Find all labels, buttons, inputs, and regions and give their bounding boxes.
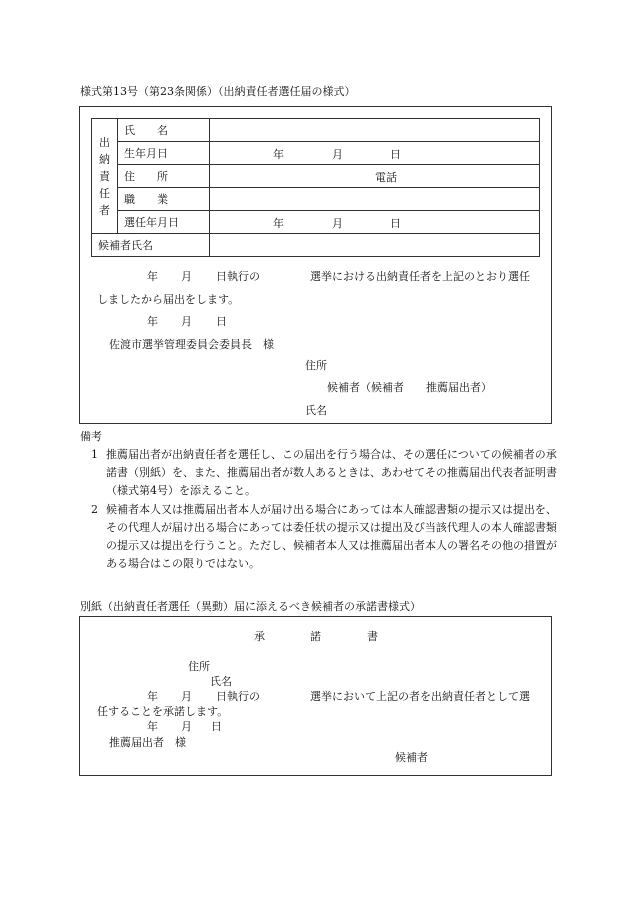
consent-line1: 選挙において上記の者を出納責任者として選 bbox=[310, 690, 530, 703]
row-label-name bbox=[118, 119, 210, 142]
applicant-candidate-label: 候補者（候補者 推薦届出者） bbox=[327, 381, 492, 394]
submit-month: 月 bbox=[181, 315, 192, 328]
appoint-year-unit: 年 bbox=[273, 217, 284, 230]
body-day-held: 日執行の bbox=[216, 270, 260, 283]
candidate-name-label: 候補者氏名 bbox=[98, 239, 153, 252]
birth-month-unit: 月 bbox=[332, 148, 343, 161]
applicant-name-label: 氏名 bbox=[305, 404, 327, 417]
appointment-date-value-cell[interactable] bbox=[210, 211, 540, 234]
consent-sign-day: 日 bbox=[211, 720, 222, 733]
row-label-occupation bbox=[118, 188, 210, 211]
occupation-value-cell[interactable] bbox=[210, 188, 540, 211]
appointment-date-label: 選任年月日 bbox=[124, 216, 179, 229]
body-line2: しましたから届出をします。 bbox=[97, 293, 240, 306]
addressee: 佐渡市選挙管理委員会委員長 様 bbox=[109, 338, 274, 351]
notes-title: 備考 bbox=[80, 430, 102, 443]
submit-year: 年 bbox=[147, 315, 158, 328]
phone-label: 電話 bbox=[375, 171, 397, 184]
form-title: 様式第13号（第23条関係）（出納責任者選任届の様式） bbox=[80, 85, 356, 98]
consent-title-char-1: 承 bbox=[254, 630, 265, 643]
applicant-address-label: 住所 bbox=[305, 359, 327, 372]
consent-title-char-2: 諾 bbox=[310, 630, 321, 643]
note-1-text: 推薦届出者が出納責任者を選任し、この届出を行う場合は、その選任についての候補者の承諾書（別紙）を、また、推薦届出者が数人あるときは、あわせてその推薦届出代表者証明書（様式第4号）を添えること。 bbox=[106, 448, 557, 497]
birthdate-value-cell[interactable] bbox=[210, 142, 540, 165]
note-2-number: 2 bbox=[91, 503, 98, 516]
submit-day: 日 bbox=[216, 315, 227, 328]
row-label-appointment-date bbox=[118, 211, 210, 234]
consent-sign-year: 年 bbox=[147, 720, 158, 733]
name-label: 氏 名 bbox=[124, 124, 168, 137]
consent-month: 月 bbox=[181, 690, 192, 703]
occupation-label: 職 業 bbox=[124, 193, 168, 206]
consent-candidate-label: 候補者 bbox=[395, 751, 428, 764]
body-year: 年 bbox=[147, 270, 158, 283]
birth-day-unit: 日 bbox=[390, 148, 401, 161]
note-1-number: 1 bbox=[91, 448, 98, 461]
appoint-month-unit: 月 bbox=[332, 217, 343, 230]
consent-year: 年 bbox=[147, 690, 158, 703]
appoint-day-unit: 日 bbox=[390, 217, 401, 230]
side-label-text: 出納責任者 bbox=[99, 135, 110, 217]
body-month: 月 bbox=[181, 270, 192, 283]
consent-line2: 任することを承諾します。 bbox=[97, 705, 229, 718]
address-label: 住 所 bbox=[124, 170, 168, 183]
consent-address-label: 住所 bbox=[188, 660, 210, 673]
body-line1: 選挙における出納責任者を上記のとおり選任 bbox=[310, 270, 530, 283]
attachment-heading: 別紙（出納責任者選任（異動）届に添えるべき候補者の承諾書様式） bbox=[80, 600, 421, 613]
name-value-cell[interactable] bbox=[210, 119, 540, 142]
birth-year-unit: 年 bbox=[273, 148, 284, 161]
address-value-cell[interactable] bbox=[210, 165, 540, 188]
note-2-text: 候補者本人又は推薦届出者本人が届け出る場合にあっては本人確認書類の提示又は提出を、その代理人が届け出る場合にあっては委任状の提示又は提出及び当該代理人の本人確認書類の提示又は提出を行うこと。ただし、候補者本人又は推薦届出者本人の署名その他の措置がある場合はこの限りではない。 bbox=[106, 503, 557, 570]
birthdate-label: 生年月日 bbox=[124, 147, 168, 160]
candidate-name-value-cell[interactable] bbox=[210, 234, 540, 257]
note-item-1 bbox=[80, 446, 560, 500]
row-label-address bbox=[118, 165, 210, 188]
responsible-person-table bbox=[91, 118, 540, 257]
consent-sign-month: 月 bbox=[181, 720, 192, 733]
consent-name-label: 氏名 bbox=[210, 675, 232, 688]
row-label-birthdate bbox=[118, 142, 210, 165]
note-item-2 bbox=[80, 501, 560, 573]
row-label-candidate-name bbox=[92, 234, 210, 257]
consent-addressee: 推薦届出者 様 bbox=[109, 736, 186, 749]
consent-title-char-3: 書 bbox=[367, 630, 378, 643]
consent-day-held: 日執行の bbox=[216, 690, 260, 703]
side-label bbox=[92, 119, 118, 234]
